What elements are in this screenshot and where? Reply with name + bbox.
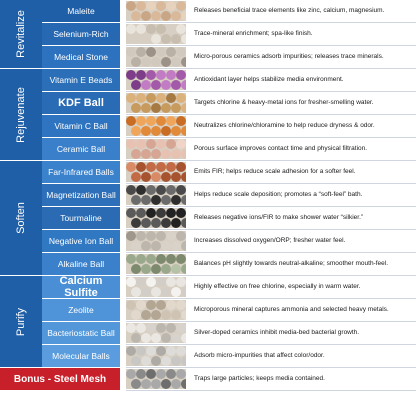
bead-icon (136, 254, 146, 264)
bead-icon (126, 254, 136, 264)
media-row (0, 0, 416, 23)
bead-icon (181, 11, 186, 21)
bead-icon (161, 34, 171, 44)
media-beads-image (126, 346, 186, 366)
bead-icon (146, 231, 156, 241)
bead-icon (146, 162, 156, 172)
bead-icon (171, 11, 181, 21)
bead-icon (151, 218, 161, 228)
media-swatch (126, 1, 186, 21)
bead-icon (171, 356, 181, 366)
media-beads-image (126, 1, 186, 21)
bead-icon (166, 70, 176, 80)
media-name: Alkaline Ball (42, 253, 120, 276)
bead-icon (141, 195, 151, 205)
bead-icon (151, 80, 161, 90)
bead-icon (136, 116, 146, 126)
media-name: Tourmaline (42, 207, 120, 230)
bead-icon (156, 208, 166, 218)
bead-icon (126, 116, 136, 126)
bead-icon (141, 287, 151, 297)
media-swatch (126, 24, 186, 44)
bead-icon (146, 346, 156, 356)
bead-icon (136, 1, 146, 11)
bead-icon (131, 80, 141, 90)
bead-icon (126, 346, 136, 356)
bead-icon (136, 323, 146, 333)
media-beads-image (126, 369, 186, 389)
bead-icon (126, 323, 136, 333)
bead-icon (131, 172, 141, 182)
bead-icon (161, 103, 171, 113)
bead-icon (161, 57, 171, 67)
bead-icon (136, 208, 146, 218)
media-swatch (126, 47, 186, 67)
bead-icon (156, 1, 166, 11)
media-beads-image (126, 93, 186, 113)
bead-icon (181, 103, 186, 113)
bead-icon (161, 11, 171, 21)
media-description: Antioxidant layer helps stabilize media environment. (194, 76, 344, 84)
media-row (0, 184, 416, 207)
bead-icon (171, 264, 181, 274)
bead-icon (146, 1, 156, 11)
bead-icon (156, 47, 166, 57)
bead-icon (146, 185, 156, 195)
bead-icon (171, 103, 181, 113)
bead-icon (176, 93, 186, 103)
media-row (0, 23, 416, 46)
media-beads-image (126, 70, 186, 90)
media-name: Selenium-Rich (42, 23, 120, 46)
bead-icon (151, 103, 161, 113)
bead-icon (151, 356, 161, 366)
bead-icon (146, 93, 156, 103)
bead-icon (156, 70, 166, 80)
media-row (0, 230, 416, 253)
bead-icon (131, 103, 141, 113)
bead-icon (181, 57, 186, 67)
bead-icon (126, 162, 136, 172)
media-swatch (126, 300, 186, 320)
bead-icon (166, 346, 176, 356)
bead-icon (141, 310, 151, 320)
bead-icon (171, 80, 181, 90)
bead-icon (131, 149, 141, 159)
bead-icon (171, 310, 181, 320)
bead-icon (181, 310, 186, 320)
bead-icon (181, 333, 186, 343)
bead-icon (146, 116, 156, 126)
bead-icon (151, 172, 161, 182)
bead-icon (156, 346, 166, 356)
media-swatch (126, 116, 186, 136)
bead-icon (131, 310, 141, 320)
media-row (0, 161, 416, 184)
media-description: Silver-doped ceramics inhibit media-bed bacterial growth. (194, 329, 360, 337)
bead-icon (156, 369, 166, 379)
media-swatch (126, 323, 186, 343)
bead-icon (141, 172, 151, 182)
bead-icon (161, 264, 171, 274)
bead-icon (156, 323, 166, 333)
bead-icon (156, 254, 166, 264)
media-row (0, 115, 416, 138)
media-row (0, 207, 416, 230)
bead-icon (141, 11, 151, 21)
bead-icon (131, 218, 141, 228)
bead-icon (136, 277, 146, 287)
bead-icon (171, 149, 181, 159)
media-row (0, 299, 416, 322)
bead-icon (151, 241, 161, 251)
bead-icon (151, 126, 161, 136)
bead-icon (181, 149, 186, 159)
bead-icon (126, 277, 136, 287)
bead-icon (126, 70, 136, 80)
bead-icon (176, 369, 186, 379)
bead-icon (171, 172, 181, 182)
bead-icon (151, 379, 161, 389)
bead-icon (166, 162, 176, 172)
media-description: Adsorb micro-impurities that affect color/odor. (194, 352, 325, 360)
group-label: Purify (15, 307, 27, 336)
bead-icon (136, 24, 146, 34)
media-swatch (126, 93, 186, 113)
bead-icon (146, 323, 156, 333)
media-row (0, 322, 416, 345)
bead-icon (161, 126, 171, 136)
media-swatch (126, 369, 186, 389)
bead-icon (141, 57, 151, 67)
bead-icon (146, 369, 156, 379)
bead-icon (176, 208, 186, 218)
media-name: Ceramic Ball (42, 138, 120, 161)
media-description: Microporous mineral captures ammonia and selected heavy metals. (194, 306, 389, 314)
row-divider (126, 390, 416, 391)
bead-icon (166, 254, 176, 264)
bead-icon (181, 80, 186, 90)
bead-icon (176, 24, 186, 34)
bead-icon (171, 195, 181, 205)
bead-icon (146, 254, 156, 264)
media-name: Negative Ion Ball (42, 230, 120, 253)
bead-icon (131, 356, 141, 366)
media-swatch (126, 162, 186, 182)
bead-icon (126, 93, 136, 103)
bead-icon (136, 93, 146, 103)
bead-icon (141, 264, 151, 274)
media-description: Micro-porous ceramics adsorb impurities; releases trace minerals. (194, 53, 384, 61)
bead-icon (171, 218, 181, 228)
bead-icon (126, 139, 136, 149)
bead-icon (166, 300, 176, 310)
bead-icon (141, 103, 151, 113)
bead-icon (141, 80, 151, 90)
media-name: Far-Infrared Balls (42, 161, 120, 184)
bead-icon (176, 70, 186, 80)
bead-icon (141, 218, 151, 228)
bead-icon (146, 277, 156, 287)
bead-icon (131, 57, 141, 67)
bead-icon (151, 57, 161, 67)
bead-icon (181, 264, 186, 274)
bead-icon (151, 333, 161, 343)
media-beads-image (126, 300, 186, 320)
media-swatch (126, 185, 186, 205)
media-swatch (126, 346, 186, 366)
media-beads-image (126, 162, 186, 182)
bead-icon (181, 287, 186, 297)
bead-icon (176, 162, 186, 172)
bead-icon (166, 231, 176, 241)
bead-icon (126, 300, 136, 310)
media-swatch (126, 231, 186, 251)
media-name: Vitamin C Ball (42, 115, 120, 138)
bead-icon (171, 287, 181, 297)
bead-icon (131, 195, 141, 205)
bead-icon (126, 208, 136, 218)
bead-icon (146, 70, 156, 80)
bead-icon (151, 11, 161, 21)
bead-icon (136, 70, 146, 80)
bead-icon (181, 356, 186, 366)
bead-icon (166, 277, 176, 287)
bead-icon (156, 162, 166, 172)
bead-icon (146, 47, 156, 57)
bead-icon (166, 93, 176, 103)
bead-icon (151, 310, 161, 320)
media-row (0, 276, 416, 299)
media-row (0, 253, 416, 276)
media-row (0, 69, 416, 92)
media-description: Releases negative ions/FIR to make shower water “silkier.” (194, 214, 364, 222)
media-description: Increases dissolved oxygen/ORP; fresher water feel. (194, 237, 346, 245)
media-name: Maleite (42, 0, 120, 23)
media-description: Helps reduce scale deposition; promotes a “soft-feel” bath. (194, 191, 363, 199)
bead-icon (131, 379, 141, 389)
media-name: Medical Stone (42, 46, 120, 69)
media-row (0, 345, 416, 368)
bead-icon (181, 241, 186, 251)
bead-icon (156, 116, 166, 126)
bead-icon (131, 264, 141, 274)
media-beads-image (126, 47, 186, 67)
bead-icon (181, 34, 186, 44)
bead-icon (156, 24, 166, 34)
media-swatch (126, 277, 186, 297)
bead-icon (166, 369, 176, 379)
bead-icon (161, 241, 171, 251)
bead-icon (136, 47, 146, 57)
bead-icon (176, 231, 186, 241)
bead-icon (161, 195, 171, 205)
bead-icon (161, 356, 171, 366)
bead-icon (131, 287, 141, 297)
bead-icon (181, 172, 186, 182)
bead-icon (131, 11, 141, 21)
bead-icon (151, 149, 161, 159)
bead-icon (126, 231, 136, 241)
bead-icon (141, 333, 151, 343)
media-swatch (126, 70, 186, 90)
bead-icon (166, 116, 176, 126)
bead-icon (146, 24, 156, 34)
bead-icon (161, 172, 171, 182)
bead-icon (161, 287, 171, 297)
bead-icon (161, 80, 171, 90)
bead-icon (166, 323, 176, 333)
bead-icon (161, 149, 171, 159)
media-swatch (126, 139, 186, 159)
bead-icon (146, 139, 156, 149)
media-beads-image (126, 254, 186, 274)
bonus-label: Bonus - Steel Mesh (0, 368, 120, 391)
media-description: Trace-mineral enrichment; spa-like finish. (194, 30, 313, 38)
bead-icon (181, 379, 186, 389)
media-beads-image (126, 208, 186, 228)
bead-icon (136, 185, 146, 195)
bead-icon (166, 24, 176, 34)
bead-icon (166, 185, 176, 195)
bead-icon (171, 126, 181, 136)
bead-icon (176, 185, 186, 195)
bead-icon (166, 47, 176, 57)
bead-icon (176, 277, 186, 287)
bead-icon (171, 333, 181, 343)
bead-icon (161, 218, 171, 228)
bead-icon (146, 300, 156, 310)
media-description: Highly effective on free chlorine, especially in warm water. (194, 283, 361, 291)
media-name: Bacteriostatic Ball (42, 322, 120, 345)
media-description: Traps large particles; keeps media contained. (194, 375, 325, 383)
bead-icon (136, 162, 146, 172)
media-beads-image (126, 139, 186, 159)
bead-icon (131, 241, 141, 251)
bead-icon (156, 277, 166, 287)
bead-icon (136, 300, 146, 310)
bead-icon (181, 218, 186, 228)
bead-icon (161, 333, 171, 343)
bead-icon (141, 34, 151, 44)
bead-icon (161, 379, 171, 389)
bead-icon (141, 126, 151, 136)
media-name: KDF Ball (42, 92, 120, 115)
media-row (0, 138, 416, 161)
bead-icon (156, 300, 166, 310)
bead-icon (151, 264, 161, 274)
media-beads-image (126, 277, 186, 297)
bead-icon (131, 34, 141, 44)
bead-icon (151, 287, 161, 297)
bead-icon (166, 208, 176, 218)
media-beads-image (126, 116, 186, 136)
bead-icon (176, 346, 186, 356)
bead-icon (151, 195, 161, 205)
media-name: Calcium Sulfite (42, 276, 120, 299)
bead-icon (141, 356, 151, 366)
bead-icon (146, 208, 156, 218)
bead-icon (136, 139, 146, 149)
bonus-row (0, 368, 416, 391)
media-description: Neutralizes chlorine/chloramine to help reduce dryness & odor. (194, 122, 375, 130)
media-description: Porous surface improves contact time and physical filtration. (194, 145, 368, 153)
media-name: Zeolite (42, 299, 120, 322)
bead-icon (136, 369, 146, 379)
media-beads-image (126, 185, 186, 205)
media-name: Vitamin E Beads (42, 69, 120, 92)
bead-icon (141, 241, 151, 251)
media-beads-image (126, 24, 186, 44)
media-beads-image (126, 231, 186, 251)
group-label: Soften (15, 202, 27, 234)
bead-icon (126, 185, 136, 195)
media-description: Releases beneficial trace elements like zinc, calcium, magnesium. (194, 7, 385, 15)
bead-icon (156, 185, 166, 195)
bead-icon (171, 379, 181, 389)
bead-icon (181, 126, 186, 136)
bead-icon (156, 139, 166, 149)
bead-icon (151, 34, 161, 44)
bead-icon (141, 379, 151, 389)
bead-icon (176, 323, 186, 333)
bead-icon (171, 241, 181, 251)
bead-icon (166, 1, 176, 11)
bead-icon (181, 195, 186, 205)
bead-icon (126, 1, 136, 11)
bead-icon (176, 254, 186, 264)
bead-icon (131, 333, 141, 343)
media-swatch (126, 208, 186, 228)
media-swatch (126, 254, 186, 274)
media-description: Balances pH slightly towards neutral-alkaline; smoother mouth-feel. (194, 260, 389, 268)
bead-icon (161, 310, 171, 320)
bead-icon (176, 1, 186, 11)
bead-icon (126, 24, 136, 34)
media-row (0, 46, 416, 69)
bead-icon (136, 346, 146, 356)
media-row (0, 92, 416, 115)
bead-icon (126, 47, 136, 57)
bead-icon (176, 300, 186, 310)
bead-icon (156, 231, 166, 241)
media-beads-image (126, 323, 186, 343)
bead-icon (171, 34, 181, 44)
media-description: Emits FIR; helps reduce scale adhesion for a softer feel. (194, 168, 356, 176)
bead-icon (131, 126, 141, 136)
bead-icon (176, 139, 186, 149)
media-name: Molecular Balls (42, 345, 120, 368)
group-label: Revitalize (15, 10, 27, 58)
bead-icon (126, 369, 136, 379)
group-label: Rejuvenate (15, 86, 27, 143)
media-description: Targets chlorine & heavy-metal ions for fresher-smelling water. (194, 99, 374, 107)
bead-icon (136, 231, 146, 241)
bead-icon (141, 149, 151, 159)
bead-icon (171, 57, 181, 67)
bead-icon (176, 47, 186, 57)
bead-icon (176, 116, 186, 126)
bead-icon (156, 93, 166, 103)
bead-icon (166, 139, 176, 149)
media-name: Magnetization Ball (42, 184, 120, 207)
